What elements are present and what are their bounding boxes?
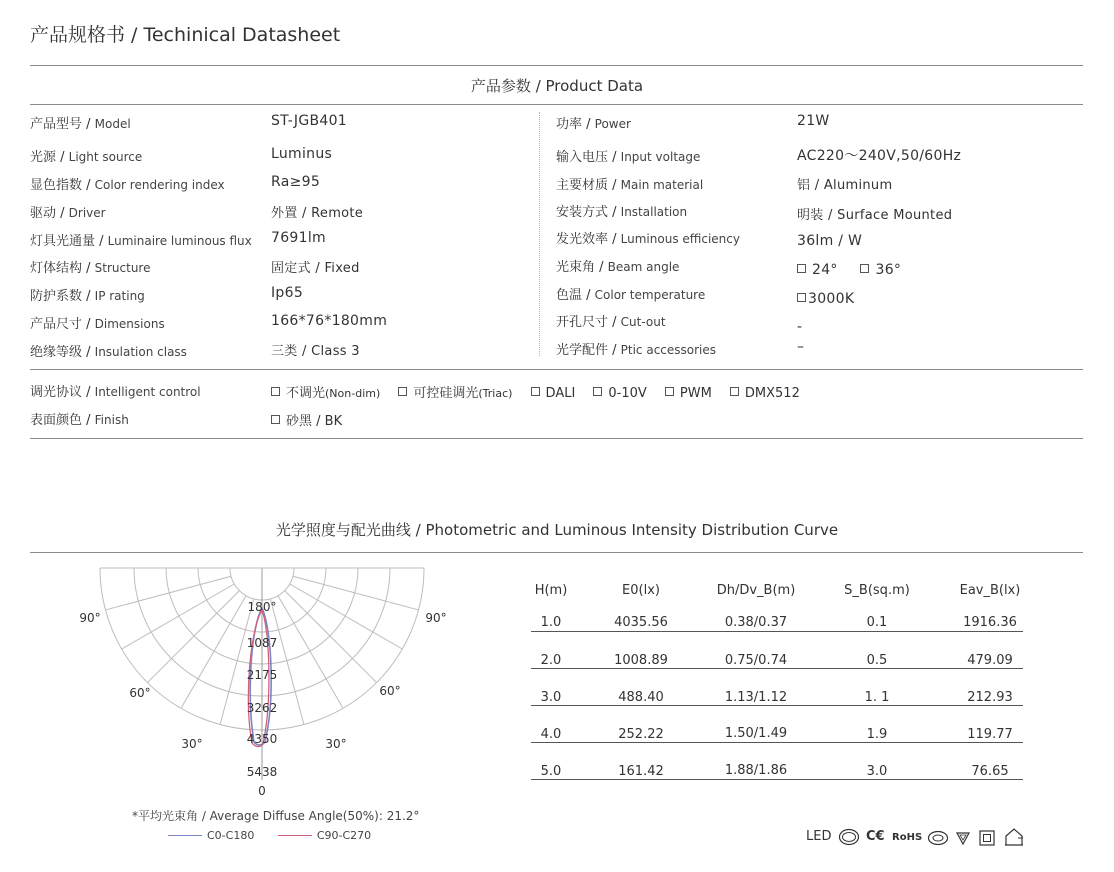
rohs-mark: RoHS — [892, 832, 923, 843]
checkbox[interactable] — [531, 387, 540, 396]
checkbox[interactable] — [398, 387, 407, 396]
table-header: H(m) — [534, 583, 568, 598]
option-finish-bk[interactable]: 砂黑 / BK — [271, 414, 342, 429]
spec-value-input-voltage: AC220～240V,50/60Hz — [797, 148, 962, 164]
spec-label-beam-angle: 光束角 / Beam angle — [556, 260, 680, 275]
radial-label: 3262 — [246, 701, 278, 715]
spec-label-light-source: 光源 / Light source — [30, 150, 143, 165]
spec-label-insulation: 绝缘等级 / Insulation class — [30, 345, 187, 360]
column-divider — [539, 112, 540, 356]
spec-label-installation: 安装方式 / Installation — [556, 205, 688, 220]
radial-label: 1087 — [246, 636, 278, 650]
table-cell: 1.9 — [866, 727, 888, 742]
polar-spoke — [181, 596, 246, 709]
legend-label-c0: C0-C180 — [207, 829, 255, 842]
row-divider — [531, 705, 1023, 706]
angle-label: 0 — [258, 784, 266, 798]
table-cell: 1.50/1.49 — [724, 726, 788, 741]
led-mark: LED — [806, 829, 832, 844]
table-cell: 0.75/0.74 — [724, 653, 788, 668]
finish-label: 表面颜色 / Finish — [30, 413, 129, 428]
polar-distribution-diagram — [60, 560, 480, 805]
divider — [30, 552, 1083, 553]
option-dali[interactable]: DALI — [531, 386, 576, 401]
angle-label: 30° — [325, 737, 347, 751]
table-cell: 3.0 — [540, 690, 562, 705]
spec-value-accessories: – — [797, 339, 805, 355]
table-cell: 3.0 — [866, 764, 888, 779]
radial-label: 180° — [247, 600, 277, 614]
spec-label-power: 功率 / Power — [556, 117, 631, 132]
legend-swatch-c90 — [278, 835, 312, 836]
spec-value-beam-angle: 24° 36° — [797, 262, 901, 278]
polar-spoke — [293, 576, 419, 610]
spec-label-material: 主要材质 / Main material — [556, 178, 704, 193]
spec-label-efficiency: 发光效率 / Luminous efficiency — [556, 232, 740, 247]
table-cell: 1916.36 — [963, 615, 1017, 630]
option-triac[interactable]: 可控硅调光(Triac) — [398, 386, 512, 401]
spec-label-dimensions: 产品尺寸 / Dimensions — [30, 317, 165, 332]
table-cell: 5.0 — [540, 764, 562, 779]
table-cell: 1008.89 — [614, 653, 668, 668]
table-header: Dh/Dv_B(m) — [716, 583, 796, 598]
spec-value-flux: 7691lm — [271, 230, 326, 246]
table-cell: 1.88/1.86 — [724, 763, 788, 778]
spec-label-accessories: 光学配件 / Ptic accessories — [556, 343, 717, 358]
polar-spoke — [122, 584, 235, 649]
angle-label: 60° — [379, 684, 401, 698]
polar-spoke — [106, 576, 232, 610]
table-cell: 0.38/0.37 — [724, 615, 788, 630]
row-divider — [531, 631, 1023, 632]
checkbox[interactable] — [730, 387, 739, 396]
option-pwm[interactable]: PWM — [665, 386, 712, 401]
checkbox[interactable] — [271, 387, 280, 396]
spec-label-color-temp: 色温 / Color temperature — [556, 288, 706, 303]
spec-label-driver: 驱动 / Driver — [30, 206, 106, 221]
spec-value-installation: 明装 / Surface Mounted — [797, 208, 953, 223]
option-non-dim[interactable]: 不调光(Non-dim) — [271, 386, 380, 401]
ccc-icon — [838, 828, 860, 846]
spec-value-ip: Ip65 — [271, 285, 304, 301]
legend-swatch-c0 — [168, 835, 202, 836]
polar-spoke — [278, 596, 343, 709]
spec-value-driver: 外置 / Remote — [271, 206, 364, 221]
checkbox[interactable] — [665, 387, 674, 396]
finish-options — [271, 410, 355, 429]
table-cell: 1.0 — [540, 615, 562, 630]
checkbox[interactable] — [271, 415, 280, 424]
legend-label-c90: C90-C270 — [316, 829, 372, 842]
spec-label-flux: 灯具光通量 / Luminaire luminous flux — [30, 234, 252, 249]
polar-spoke — [290, 584, 403, 649]
ce-mark: C€ — [866, 829, 885, 844]
row-divider — [531, 779, 1023, 780]
radial-label: 2175 — [246, 668, 278, 682]
spec-value-color-temp: 3000K — [797, 291, 854, 307]
spec-label-input-voltage: 输入电压 / Input voltage — [556, 150, 701, 165]
table-cell: 212.93 — [967, 690, 1013, 705]
angle-label: 30° — [181, 737, 203, 751]
radial-label: 4350 — [246, 732, 278, 746]
spec-label-structure: 灯体结构 / Structure — [30, 261, 151, 276]
page-title: 产品规格书 / Techinical Datasheet — [30, 24, 341, 46]
photometric-heading: 光学照度与配光曲线 / Photometric and Luminous Intensity Distribution Curve — [275, 521, 839, 539]
option-dmx512[interactable]: DMX512 — [730, 386, 800, 401]
divider — [30, 104, 1083, 105]
table-cell: 488.40 — [618, 690, 664, 705]
table-cell: 4.0 — [540, 727, 562, 742]
polar-spoke — [147, 591, 239, 683]
table-header: S_B(sq.m) — [844, 583, 910, 598]
angle-label: 90° — [79, 611, 101, 625]
angle-label: 90° — [425, 611, 447, 625]
polar-spoke — [285, 591, 377, 683]
checkbox[interactable] — [797, 293, 806, 302]
spec-label-model: 产品型号 / Model — [30, 117, 131, 132]
table-cell: 479.09 — [967, 653, 1013, 668]
product-data-heading: 产品参数 / Product Data — [470, 77, 644, 95]
spec-value-insulation: 三类 / Class 3 — [271, 344, 360, 359]
spec-label-cri: 显色指数 / Color rendering index — [30, 178, 225, 193]
spec-value-power: 21W — [797, 113, 830, 129]
surface-mount-icon — [1003, 827, 1025, 847]
spec-value-cri: Ra≥95 — [271, 174, 321, 190]
row-divider — [531, 668, 1023, 669]
divider — [30, 65, 1083, 66]
radial-label: 5438 — [246, 765, 278, 779]
divider — [30, 438, 1083, 439]
spec-value-cutout: - — [797, 319, 803, 335]
spec-value-light-source: Luminus — [271, 146, 333, 162]
spec-label-cutout: 开孔尺寸 / Cut-out — [556, 315, 666, 330]
checkbox[interactable] — [797, 264, 806, 273]
angle-label: 60° — [129, 686, 151, 700]
table-cell: 252.22 — [618, 727, 664, 742]
spec-value-material: 铝 / Aluminum — [797, 178, 893, 193]
option-0-10v[interactable]: 0-10V — [593, 386, 646, 401]
control-options — [271, 382, 813, 401]
checkbox[interactable] — [860, 264, 869, 273]
class-ii-icon — [978, 829, 996, 847]
divider — [30, 369, 1083, 370]
table-header: Eav_B(lx) — [959, 583, 1021, 598]
triangle-mark-icon — [955, 830, 971, 846]
table-cell: 119.77 — [967, 727, 1013, 742]
checkbox[interactable] — [593, 387, 602, 396]
row-divider — [531, 742, 1023, 743]
cqc-icon — [927, 830, 949, 846]
table-cell: 76.65 — [971, 764, 1009, 779]
spec-value-dimensions: 166*76*180mm — [271, 313, 388, 329]
control-label: 调光协议 / Intelligent control — [30, 385, 201, 400]
table-cell: 0.1 — [866, 615, 888, 630]
table-cell: 1. 1 — [864, 690, 890, 705]
table-cell: 4035.56 — [614, 615, 668, 630]
table-cell: 2.0 — [540, 653, 562, 668]
spec-value-structure: 固定式 / Fixed — [271, 261, 360, 276]
spec-value-model: ST-JGB401 — [271, 113, 347, 129]
spec-value-efficiency: 36lm / W — [797, 233, 863, 249]
table-header: E0(lx) — [622, 583, 660, 598]
legend — [168, 829, 371, 842]
table-cell: 161.42 — [618, 764, 664, 779]
table-cell: 1.13/1.12 — [724, 690, 788, 705]
diffuse-angle-note: *平均光束角 / Average Diffuse Angle(50%): 21.2° — [132, 809, 420, 823]
table-cell: 0.5 — [866, 653, 888, 668]
spec-label-ip: 防护系数 / IP rating — [30, 289, 145, 304]
